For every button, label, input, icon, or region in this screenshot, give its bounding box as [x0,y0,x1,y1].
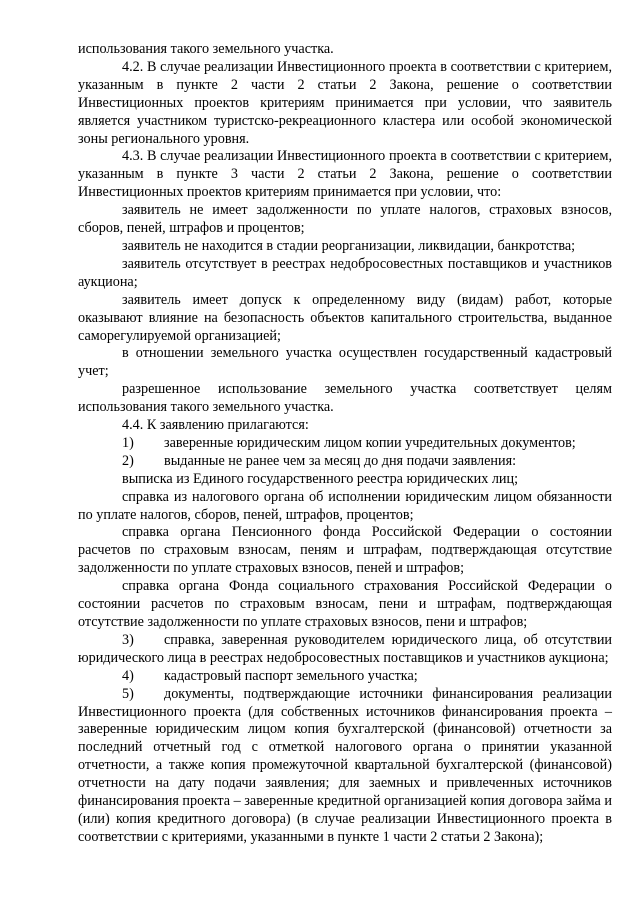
paragraph-text: заявитель имеет допуск к определенному виду (видам) работ, которые оказывают влияние на безопасность объектов капитального строительства, выданное саморегулируемой организацией; [78,291,612,344]
paragraph-text: выданные не ранее чем за месяц до дня подачи заявления: [164,452,517,469]
paragraph-text: 4.3. В случае реализации Инвестиционного проекта в соответствии с критерием, указанным в пункте 3 части 2 статьи 2 Закона, решение о соответствии Инвестиционных проектов критериям принимается при условии, что: [78,148,612,201]
list-number: 2) [122,452,134,469]
paragraph-text: в отношении земельного участка осуществлен государственный кадастровый учет; [78,345,612,380]
paragraph [78,292,612,346]
paragraph [78,238,612,256]
paragraph [78,345,612,381]
list-number: 5) [122,685,134,702]
paragraph [78,41,612,59]
paragraph-text: заявитель не имеет задолженности по уплате налогов, страховых взносов, сборов, пеней, штрафов и процентов; [78,202,612,237]
paragraph-text: выписка из Единого государственного реестра юридических лиц; [122,470,519,487]
paragraph-text: документы, подтверждающие источники финансирования реализации Инвестиционного проекта (для собственных источников финансирования проекта – заверенные юридическим лицом копия бухгалтерской (финансовой) отчетности за последний отчетный год с отметкой налогового органа о принятии указанной отчетности, а также копия промежуточной квартальной бухгалтерской (финансовой) отчетности на дату подачи заявления; для заемных и привлеченных источников финансирования проекта – заверенные кредитной организацией копия договора займа и (или) копия кредитного договора) (в случае реализации Инвестиционного проекта в соответствии с критериями, указанными в пункте 1 части 2 статьи 2 Закона); [78,685,612,845]
list-number: 1) [122,434,134,451]
paragraph [78,435,612,453]
paragraph [78,148,612,202]
paragraph-text: заявитель отсутствует в реестрах недобросовестных поставщиков и участников аукциона; [78,255,612,290]
paragraph-text: кадастровый паспорт земельного участка; [164,667,418,684]
paragraph [78,632,612,668]
list-number: 4) [122,667,134,684]
paragraph [78,256,612,292]
paragraph-text: заявитель не находится в стадии реорганизации, ликвидации, банкротства; [122,237,576,254]
paragraph [78,453,612,471]
paragraph-text: 4.2. В случае реализации Инвестиционного проекта в соответствии с критерием, указанным в пункте 2 части 2 статьи 2 Закона, решение о соответствии Инвестиционных проектов критериям принимается при условии, что заявитель является участником туристско-рекреационного кластера или особой экономической зоны регионального уровня. [78,58,612,147]
paragraph [78,202,612,238]
paragraph-text: разрешенное использование земельного участка соответствует целям использования такого земельного участка. [78,381,612,416]
paragraph-text: справка из налогового органа об исполнении юридическим лицом обязанности по уплате налогов, сборов, пеней, штрафов, процентов; [78,488,612,523]
list-number: 3) [122,631,134,648]
paragraph [78,668,612,686]
paragraph [78,471,612,489]
paragraph [78,59,612,149]
paragraph [78,686,612,847]
paragraph-text: справка органа Фонда социального страхования Российской Федерации о состоянии расчетов по страховым взносам, пени и штрафам, подтверждающая отсутствие задолженности по уплате страховых взносов, пени и штрафов; [78,578,612,630]
paragraph [78,489,612,525]
paragraph [78,578,612,632]
paragraph-text: заверенные юридическим лицом копии учредительных документов; [164,434,576,451]
paragraph-text: 4.4. К заявлению прилагаются: [122,417,309,434]
paragraph [78,381,612,417]
paragraph-text: использования такого земельного участка. [78,41,334,57]
paragraph [78,417,612,435]
paragraph-text: справка органа Пенсионного фонда Российской Федерации о состоянии расчетов по страховым взносам, пеням и штрафам, подтверждающая отсутствие задолженности по уплате страховых взносов, пеней и штрафов; [78,524,612,577]
paragraph-text: справка, заверенная руководителем юридического лица, об отсутствии юридического лица в реестрах недобросовестных поставщиков и участников аукциона; [78,631,612,666]
paragraph [78,524,612,578]
document-body [78,41,612,847]
